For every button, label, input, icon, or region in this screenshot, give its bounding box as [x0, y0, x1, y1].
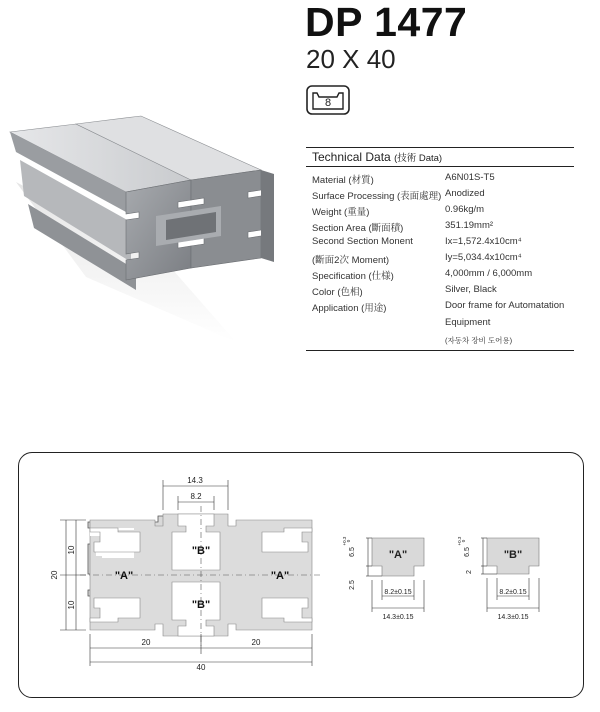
spec-label: Color (色相): [312, 287, 363, 298]
label-b-bottom: "B": [191, 599, 211, 611]
dim-20-height: 20: [50, 570, 59, 580]
spec-value: Silver, Black: [445, 284, 497, 295]
detail-b-outer: 14.3±0.15: [497, 614, 529, 621]
detail-a-depth-tol: +0.3: [342, 536, 347, 546]
spec-row: [306, 252, 574, 268]
spec-row: [306, 172, 574, 188]
technical-data-heading: [306, 147, 574, 167]
detail-a-drawing: [340, 530, 440, 630]
spec-row: [306, 317, 574, 333]
detail-b-label: "B": [503, 549, 523, 561]
spec-value: (자동차 장비 도어용): [445, 336, 513, 345]
spec-row: [306, 300, 574, 316]
dim-10-top: 10: [67, 545, 76, 555]
spec-label: Section Area (斷面積): [312, 223, 404, 234]
detail-b-depth-tol2: 0: [461, 539, 466, 543]
technical-data-title: Technical Data: [312, 150, 391, 164]
technical-data-bottom-rule: [306, 350, 574, 351]
detail-a-depth: 6.5: [349, 547, 356, 557]
spec-label: Application (用途): [312, 303, 387, 314]
detail-a-depth-tol2: 0: [346, 539, 351, 543]
detail-b-depth: 6.5: [464, 547, 471, 557]
dim-20-left: 20: [141, 638, 151, 647]
cross-section-drawing: [40, 470, 340, 680]
spec-label: Weight (重量): [312, 207, 370, 218]
spec-row: [306, 268, 574, 284]
spec-label: (斷面2次 Moment): [312, 255, 390, 266]
spec-value: 351.19mm²: [445, 220, 494, 231]
spec-row: [306, 236, 574, 252]
spec-label: Surface Processing (表面處理): [312, 191, 442, 202]
detail-b-lip: 2: [466, 570, 473, 574]
spec-label: Specification (仕様): [312, 271, 394, 282]
detail-b-inner: 8.2±0.15: [499, 589, 527, 596]
spec-value: Anodized: [445, 188, 485, 199]
spec-row: [306, 284, 574, 300]
detail-b-drawing: [455, 530, 555, 630]
spec-value: Equipment: [445, 317, 491, 328]
detail-a-lip: 2.5: [349, 580, 356, 590]
spec-value: Ix=1,572.4x10cm⁴: [445, 236, 522, 247]
label-a-left: "A": [114, 570, 134, 582]
spec-row: [306, 335, 574, 351]
detail-a-outer: 14.3±0.15: [382, 614, 414, 621]
technical-data-title-sub: (技術 Data): [394, 153, 443, 164]
label-a-right: "A": [270, 570, 290, 582]
detail-a-label: "A": [388, 549, 408, 561]
dim-20-right: 20: [251, 638, 261, 647]
label-b-top: "B": [191, 545, 211, 557]
detail-a-inner: 8.2±0.15: [384, 589, 412, 596]
spec-row: [306, 204, 574, 220]
dim-10-bottom: 10: [67, 600, 76, 610]
spec-row: [306, 188, 574, 204]
profile-3d-render: [6, 112, 298, 362]
spec-value: Iy=5,034.4x10cm⁴: [445, 252, 522, 263]
dim-14-3: 14.3: [187, 476, 203, 485]
spec-value: Door frame for Automatation: [445, 300, 565, 311]
dim-40: 40: [196, 663, 206, 672]
spec-value: A6N01S-T5: [445, 172, 495, 183]
detail-b-depth-tol: +0.3: [457, 536, 462, 546]
product-size: 20 X 40: [306, 44, 396, 74]
spec-value: 0.96kg/m: [445, 204, 485, 215]
dim-8-2: 8.2: [190, 492, 202, 501]
spec-row: [306, 220, 574, 236]
spec-label: Material (材質): [312, 175, 374, 186]
spec-value: 4,000mm / 6,000mm: [445, 268, 533, 279]
spec-label: Second Section Monent: [312, 236, 413, 247]
slot-number: 8: [324, 97, 332, 109]
product-code: DP 1477: [305, 0, 468, 45]
slot-size-icon: [306, 85, 350, 115]
